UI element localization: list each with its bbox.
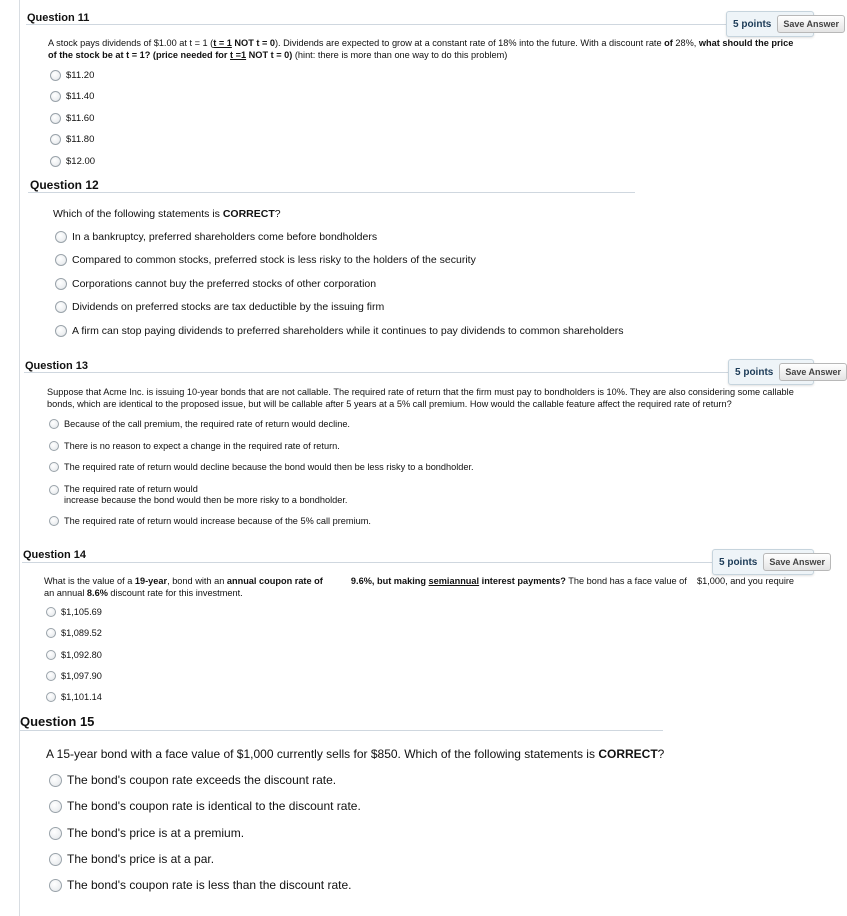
question-14-points-box: [712, 549, 826, 575]
question-14-option[interactable]: $1,089.52: [46, 627, 102, 639]
radio-button[interactable]: [55, 254, 67, 266]
radio-button[interactable]: [46, 650, 56, 660]
question-15-text: A 15-year bond with a face value of $1,000 currently sells for $850. Which of the following statements is CORRECT?: [46, 747, 665, 761]
radio-button[interactable]: [46, 628, 56, 638]
radio-button[interactable]: [50, 156, 61, 167]
question-11-option[interactable]: $11.20: [50, 69, 94, 82]
radio-button[interactable]: [55, 278, 67, 290]
question-11-points: 5 points: [733, 18, 772, 30]
question-14-title: Question 14: [23, 549, 86, 561]
question-13-option[interactable]: The required rate of return would increase because of the 5% call premium.: [49, 515, 371, 527]
question-12-option[interactable]: Corporations cannot buy the preferred stocks of other corporation: [55, 277, 376, 291]
question-14-save-answer-button[interactable]: Save Answer: [763, 553, 831, 571]
radio-button[interactable]: [50, 91, 61, 102]
question-12-divider: [28, 192, 635, 193]
question-11-title: Question 11: [27, 12, 90, 24]
radio-button[interactable]: [49, 774, 62, 787]
question-15-option[interactable]: The bond's price is at a par.: [49, 851, 214, 867]
question-13-points: 5 points: [735, 366, 774, 378]
question-15-option[interactable]: The bond's price is at a premium.: [49, 825, 244, 841]
question-15-option[interactable]: The bond's coupon rate is less than the discount rate.: [49, 877, 351, 893]
question-12-title: Question 12: [30, 178, 99, 192]
radio-button[interactable]: [49, 516, 59, 526]
question-11-option[interactable]: $11.60: [50, 112, 94, 125]
radio-button[interactable]: [50, 134, 61, 145]
question-14-text: What is the value of a 19-year, bond with an annual coupon rate of 9.6%, but making semiannual interest payments? The bond has a face value of $1,000, and you require an annual 8.6% discount rate for this investment.: [44, 576, 797, 598]
question-11-divider: [26, 24, 812, 25]
question-12-option[interactable]: Dividends on preferred stocks are tax deductible by the issuing firm: [55, 300, 384, 314]
question-14-option[interactable]: $1,097.90: [46, 670, 102, 682]
question-13-text: Suppose that Acme Inc. is issuing 10-year bonds that are not callable. The required rate of return that the firm must pay to bondholders is 10%. They are also considering some callable bonds, which are identical to the proposed issue, but will be callable after 5 years at a 5% call premium. How would the callable feature affect the required rate of return?: [47, 387, 794, 409]
radio-button[interactable]: [49, 879, 62, 892]
question-14-option[interactable]: $1,105.69: [46, 606, 102, 618]
radio-button[interactable]: [49, 827, 62, 840]
question-13-option[interactable]: The required rate of return would increase because the bond would then be more risky to a bondholder.: [49, 484, 469, 506]
question-13-divider: [24, 372, 812, 373]
radio-button[interactable]: [49, 485, 59, 495]
question-14-divider: [22, 562, 812, 563]
radio-button[interactable]: [55, 301, 67, 313]
question-13-option[interactable]: There is no reason to expect a change in the required rate of return.: [49, 440, 340, 452]
question-14-points: 5 points: [719, 556, 758, 568]
question-13-title: Question 13: [25, 360, 88, 372]
question-12-option[interactable]: A firm can stop paying dividends to preferred shareholders while it continues to pay dividends to common shareholders: [55, 324, 624, 338]
question-11-option[interactable]: $11.40: [50, 90, 94, 103]
question-14-option[interactable]: $1,092.80: [46, 649, 102, 661]
question-13-option[interactable]: The required rate of return would decline because the bond would then be less risky to a bondholder.: [49, 461, 474, 473]
radio-button[interactable]: [46, 671, 56, 681]
question-13-save-answer-button[interactable]: Save Answer: [779, 363, 847, 381]
radio-button[interactable]: [46, 692, 56, 702]
radio-button[interactable]: [50, 113, 61, 124]
question-13-points-box: [728, 359, 842, 385]
question-15-title: Question 15: [20, 714, 95, 729]
radio-button[interactable]: [55, 231, 67, 243]
question-15-option[interactable]: The bond's coupon rate exceeds the discount rate.: [49, 772, 336, 788]
question-11-text: A stock pays dividends of $1.00 at t = 1 (t = 1 NOT t = 0). Dividends are expected to grow at a constant rate of 18% into the future. With a discount rate of 28%, what should the price of the stock be at t = 1? (price needed for t =1 NOT t = 0) (hint: there is more than one way to do this problem): [48, 38, 794, 60]
radio-button[interactable]: [49, 462, 59, 472]
question-11-option[interactable]: $11.80: [50, 133, 94, 146]
radio-button[interactable]: [50, 70, 61, 81]
radio-button[interactable]: [49, 441, 59, 451]
question-14-option[interactable]: $1,101.14: [46, 691, 102, 703]
question-11-option[interactable]: $12.00: [50, 155, 95, 168]
question-13-option[interactable]: Because of the call premium, the required rate of return would decline.: [49, 418, 350, 430]
content-left-border: [19, 0, 20, 916]
radio-button[interactable]: [49, 419, 59, 429]
question-11-save-answer-button[interactable]: Save Answer: [777, 15, 845, 33]
question-15-option[interactable]: The bond's coupon rate is identical to the discount rate.: [49, 798, 361, 814]
radio-button[interactable]: [49, 853, 62, 866]
question-12-option[interactable]: In a bankruptcy, preferred shareholders come before bondholders: [55, 230, 377, 244]
radio-button[interactable]: [46, 607, 56, 617]
radio-button[interactable]: [49, 800, 62, 813]
question-12-text: Which of the following statements is CORRECT?: [53, 208, 281, 220]
question-12-option[interactable]: Compared to common stocks, preferred stock is less risky to the holders of the security: [55, 253, 476, 267]
question-11-points-box: [726, 11, 840, 37]
radio-button[interactable]: [55, 325, 67, 337]
question-15-divider: [20, 730, 663, 731]
